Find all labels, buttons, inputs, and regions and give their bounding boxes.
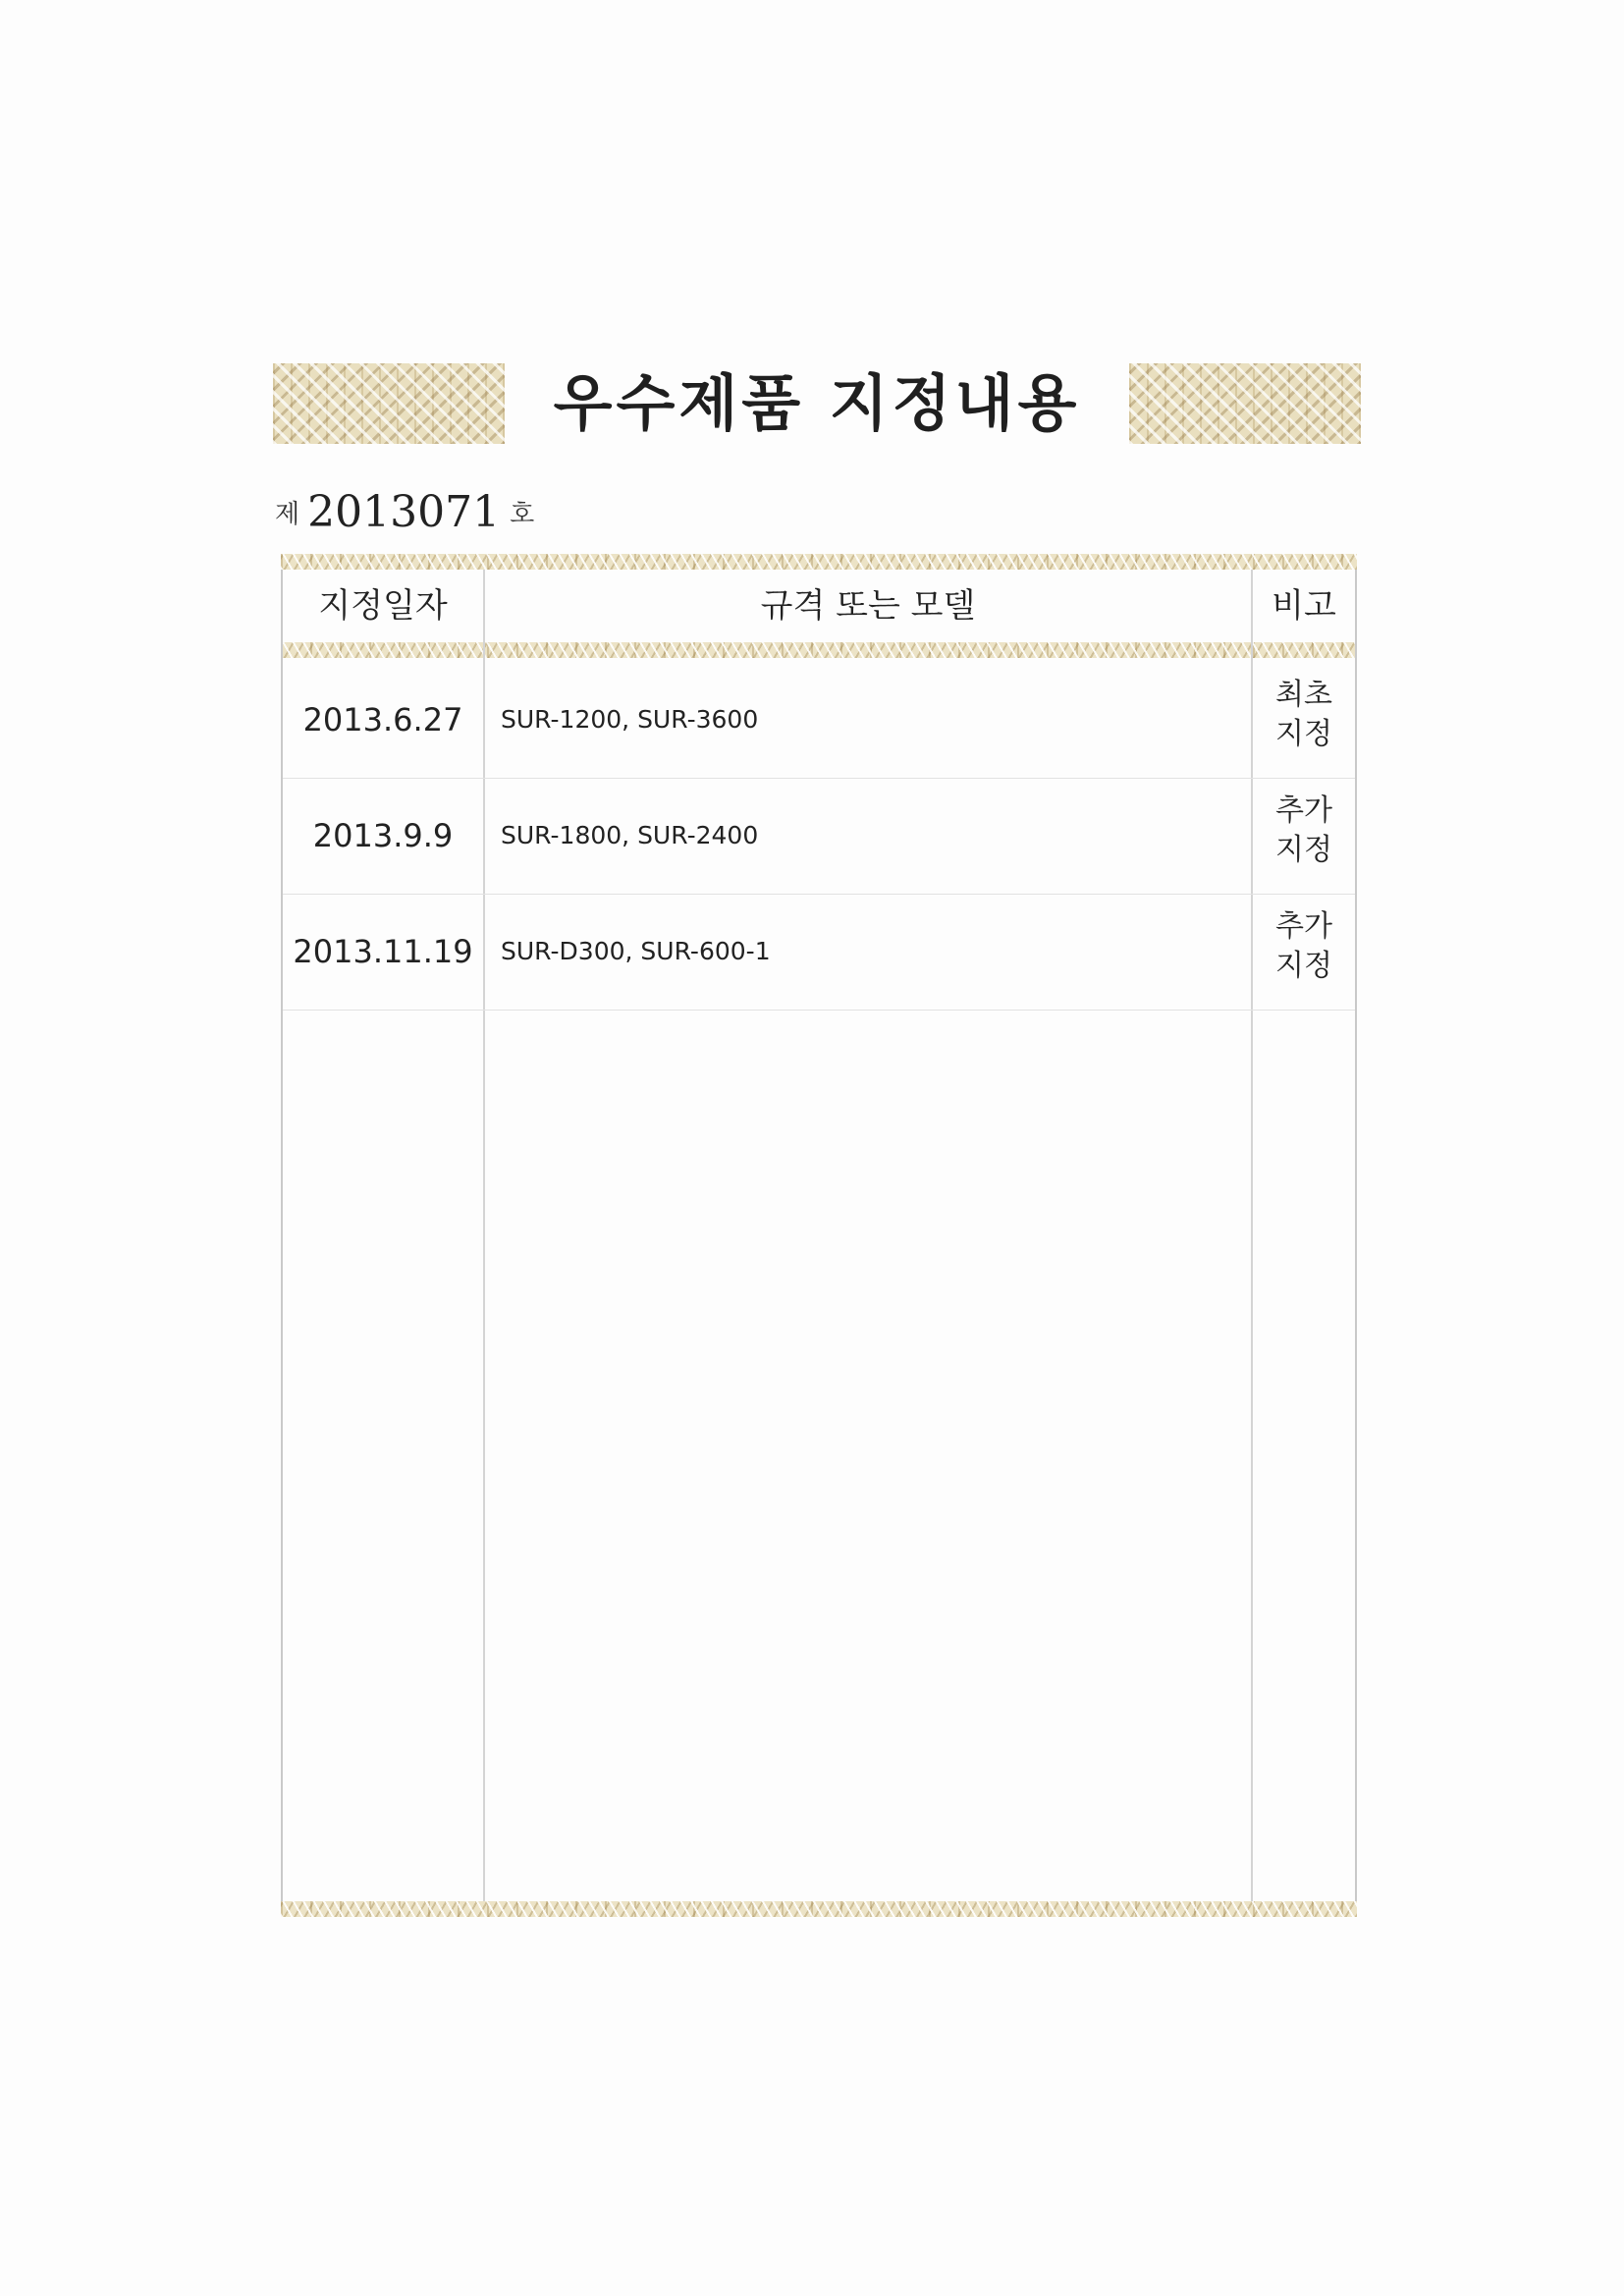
registration-number: 2013071	[307, 487, 501, 537]
table-top-pattern-strip	[281, 554, 1357, 570]
row-remark-line2: 지정	[1275, 833, 1332, 867]
title-band	[273, 363, 1361, 444]
row-remark-line1: 추가	[1275, 909, 1332, 944]
table-row	[283, 894, 1355, 1011]
row-date: 2013.6.27	[302, 701, 463, 738]
header-remarks: 비고	[1272, 586, 1336, 626]
table-bottom-pattern-strip	[281, 1901, 1357, 1917]
row-models: SUR-1800, SUR-2400	[501, 821, 759, 849]
registration-suffix: 호	[510, 500, 535, 529]
left-ornament-pattern	[273, 363, 505, 444]
right-ornament-pattern	[1129, 363, 1361, 444]
registration-prefix: 제	[275, 500, 300, 529]
row-remark-line1: 최초	[1275, 678, 1332, 712]
row-remark	[1253, 792, 1355, 870]
row-date: 2013.9.9	[312, 817, 454, 854]
row-remark-line1: 추가	[1275, 793, 1332, 828]
row-models: SUR-D300, SUR-600-1	[501, 937, 771, 965]
row-remark-line2: 지정	[1275, 949, 1332, 983]
document-title: 우수제품 지정내용	[553, 367, 1081, 439]
header-spec-or-model: 규격 또는 모델	[760, 586, 976, 626]
row-models: SUR-1200, SUR-3600	[501, 705, 759, 734]
table-row	[283, 778, 1355, 895]
registration-number-line	[275, 487, 534, 542]
table-row	[283, 662, 1355, 779]
header-designation-date: 지정일자	[318, 586, 448, 626]
row-date: 2013.11.19	[293, 933, 473, 970]
row-remark	[1253, 676, 1355, 754]
row-remark-line2: 지정	[1275, 717, 1332, 751]
row-remark	[1253, 907, 1355, 986]
